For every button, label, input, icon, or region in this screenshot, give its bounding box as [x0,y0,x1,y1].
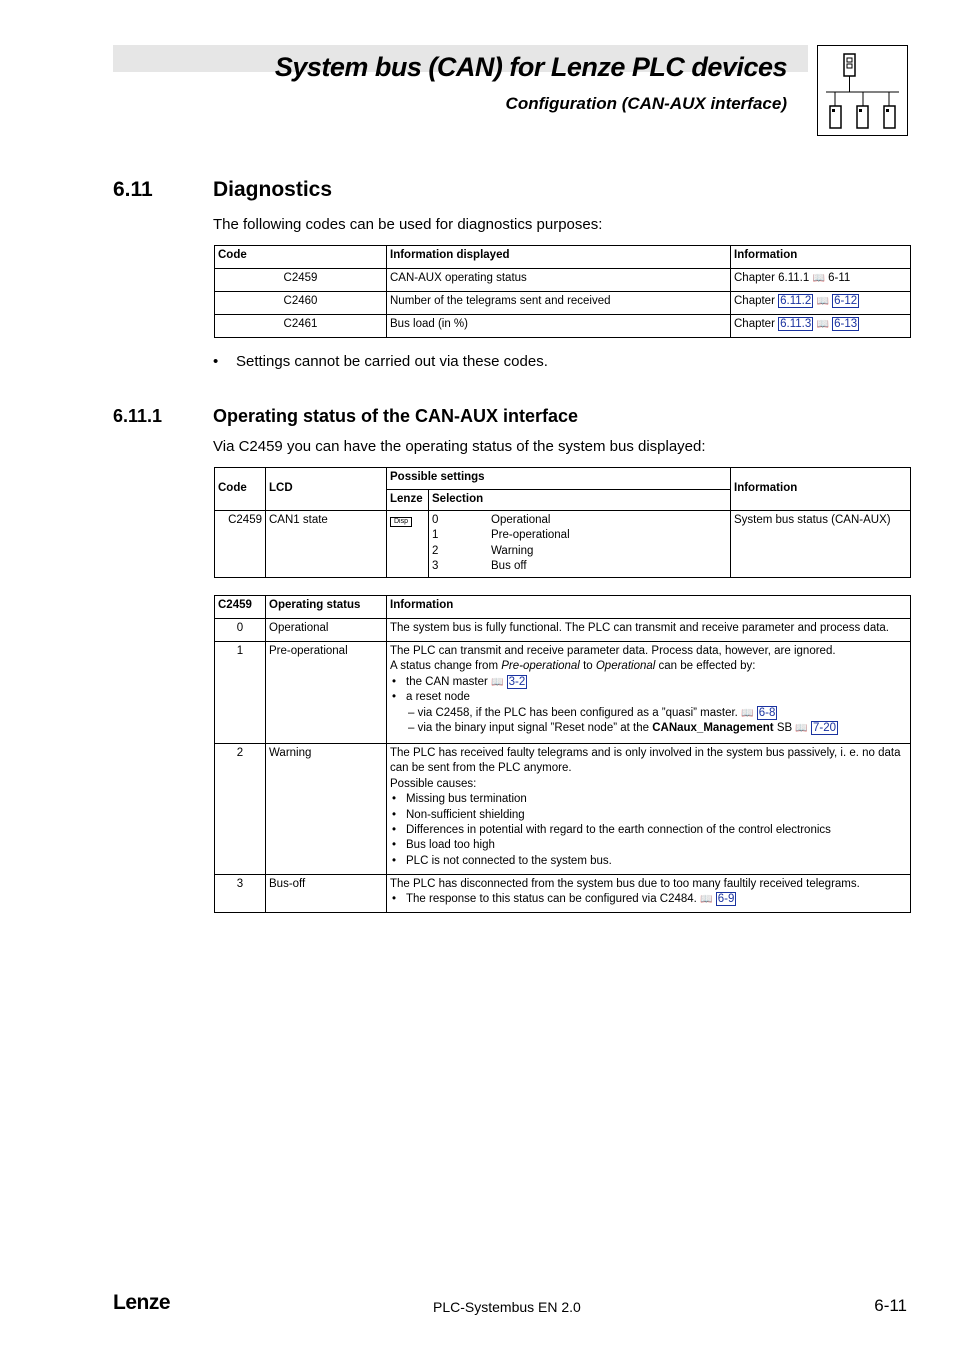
status-label: Bus-off [266,875,387,913]
chapter-text: Chapter [734,318,779,330]
selection-cell [429,511,731,578]
subsection-intro: Via C2459 you can have the operating status of the system bus displayed: [213,438,706,455]
page-number: 6-11 [874,1296,907,1315]
status-code: 3 [215,875,266,913]
page-ref-link[interactable]: 6-12 [834,295,858,307]
page-ref-link[interactable]: 6-13 [834,318,858,330]
list-item: • Bus load too high [390,838,907,853]
list-item: • PLC is not connected to the system bus. [390,854,907,869]
book-icon: 📖 [795,723,808,735]
lenze-cell [387,511,429,578]
status-label: Operational [266,619,387,642]
code-cell: C2459 [215,511,266,578]
codes-header-information: Information [731,246,911,269]
selection-item: 2 Warning [432,544,534,557]
chapter-link[interactable]: 6.11.2 [780,295,812,307]
book-icon: 📖 [816,319,829,330]
page-title: System bus (CAN) for Lenze PLC devices [274,52,787,82]
chapter-text: Chapter 6.11.1 [734,272,810,284]
code-cell: C2461 [215,315,387,338]
settings-header-selection: Selection [429,490,731,511]
selection-item: 1 Pre-operational [432,529,570,542]
subsection-number: 6.11.1 [113,406,163,426]
list-item: • Differences in potential with regard to the earth connection of the control electronics [390,823,907,838]
chapter-cell [731,315,911,338]
code-cell: C2460 [215,292,387,315]
bullet-icon: • [213,353,219,370]
status-bullets: • the CAN master 📖 3-2 • a reset node [390,675,907,706]
list-item: • Missing bus termination [390,792,907,807]
status-code: 1 [215,642,266,744]
status-label: Warning [266,744,387,875]
network-devices-icon [817,45,908,136]
chapter-link[interactable]: 6.11.3 [780,318,812,330]
status-info: The PLC has disconnected from the system bus due to too many faultily received telegrams. • The response to this status can be configured via C2484. 📖 6-9 [387,875,911,913]
chapter-cell [731,292,911,315]
page-subtitle: Configuration (CAN-AUX interface) [505,94,787,113]
book-icon: 📖 [491,676,504,688]
info-cell: System bus status (CAN-AUX) [731,511,911,578]
lenze-logo: Lenze [113,1291,171,1314]
status-table [214,595,911,913]
causes-list [390,792,907,869]
table-row [215,619,911,642]
status-info: The PLC has received faulty telegrams and is only involved in the system bus passively, i. e. no data can be sent from the PLC anymore. Possible causes: • Missing bus termination • Non-sufficient shielding • Differences in potential with regard to the earth connection of the control electronics • Bus load too high • PLC is not connected to the system bus. [387,744,911,875]
footer-doc-title: PLC-Systembus EN 2.0 [433,1299,581,1315]
book-icon: 📖 [816,296,829,307]
table-row [215,875,911,913]
table-row [215,269,911,292]
settings-header-code: Code [215,468,266,511]
book-icon: 📖 [741,707,754,719]
settings-header-lenze: Lenze [387,490,429,511]
table-row [215,744,911,875]
settings-header-lcd: LCD [266,468,387,511]
status-header-information: Information [387,596,911,619]
disp-badge: Disp [390,517,412,527]
lcd-cell: CAN1 state [266,511,387,578]
info-cell: Bus load (in %) [387,315,731,338]
selection-item: 3 Bus off [432,560,527,573]
codes-table [214,245,911,338]
chapter-cell [731,269,911,292]
chapter-text: Chapter [734,295,779,307]
status-label: Pre-operational [266,642,387,744]
code-cell: C2459 [215,269,387,292]
book-icon: 📖 [700,894,713,906]
codes-header-code: Code [215,246,387,269]
table-row [215,292,911,315]
table-row [215,315,911,338]
status-code: 0 [215,619,266,642]
page-ref: 6-11 [828,272,851,284]
page-ref-link[interactable]: 7-20 [813,722,837,735]
info-cell: Number of the telegrams sent and received [387,292,731,315]
info-cell: CAN-AUX operating status [387,269,731,292]
status-header-status: Operating status [266,596,387,619]
subsection-title: Operating status of the CAN-AUX interface [213,406,579,426]
page-ref-link[interactable]: 6-9 [717,893,735,906]
selection-item: 0 Operational [432,514,551,526]
settings-header-information: Information [731,468,911,511]
note-text: Settings cannot be carried out via these codes. [236,353,548,370]
settings-table [214,467,911,578]
codes-header-info-displayed: Information displayed [387,246,731,269]
page-ref-link[interactable]: 3-2 [508,675,526,688]
page-ref-link[interactable]: 6-8 [758,706,776,719]
settings-header-possible: Possible settings [387,468,731,490]
section-number: 6.11 [113,178,153,201]
note-bullet [213,353,548,370]
book-icon: 📖 [812,273,825,284]
section-title: Diagnostics [213,178,333,201]
status-header-code: C2459 [215,596,266,619]
status-info: The system bus is fully functional. The PLC can transmit and receive parameter and process data. [387,619,911,642]
status-code: 2 [215,744,266,875]
section-intro: The following codes can be used for diagnostics purposes: [213,216,603,233]
table-row [215,511,911,578]
table-row [215,642,911,744]
list-item: • Non-sufficient shielding [390,808,907,823]
status-info: The PLC can transmit and receive parameter data. Process data, however, are ignored. A status change from Pre-operational to Operational can be effected by: • the CAN master 📖 3-2 • a reset node – via C2458, if the PLC has been configured as a ”quasi” master. 📖 6-8 – via the binary input signal ”Reset node” at the CANaux_Management SB 📖 7-20 [387,642,911,744]
